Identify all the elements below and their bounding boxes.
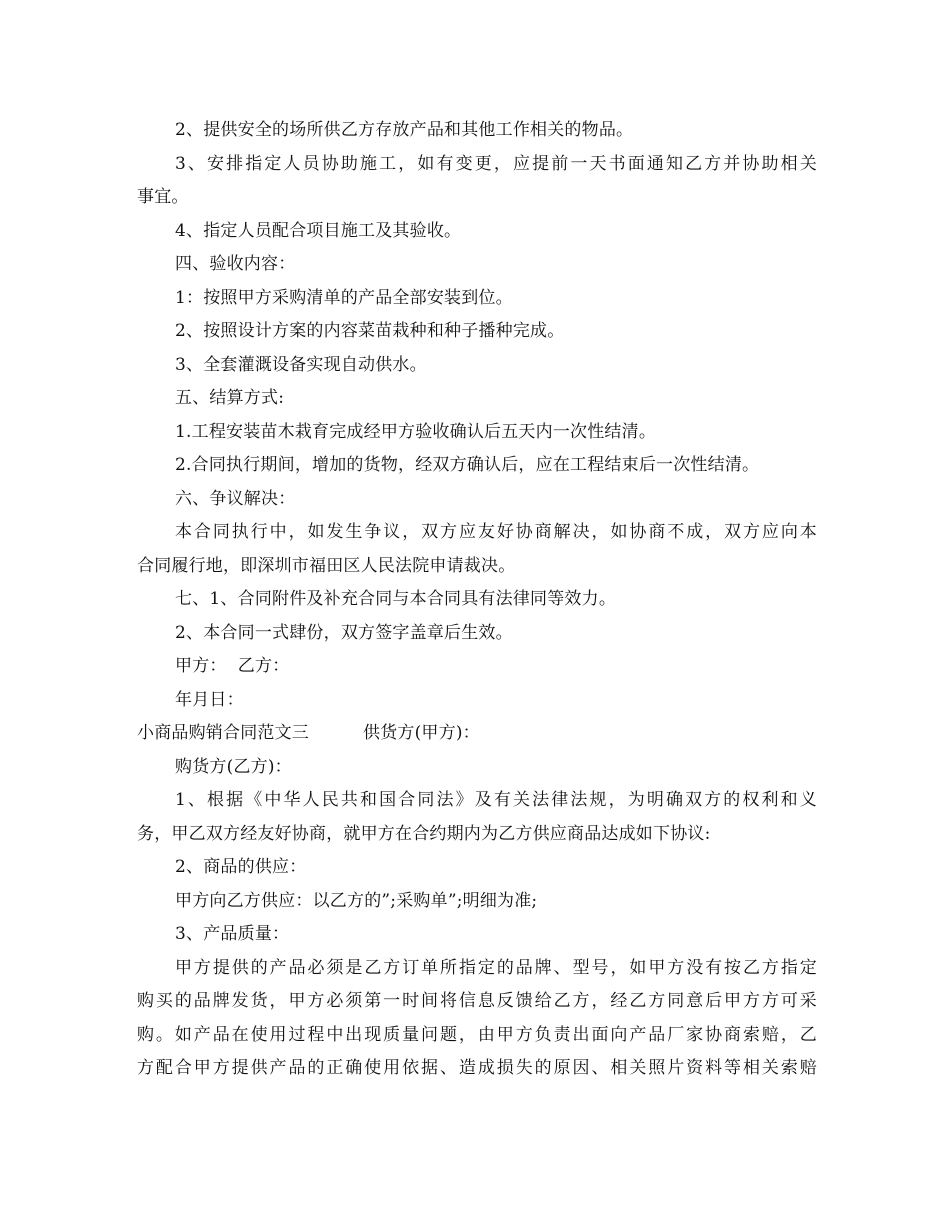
- text-line: 2、本合同一式肆份，双方签字盖章后生效。: [175, 622, 513, 643]
- section-heading: 3、产品质量：: [175, 924, 290, 944]
- text-line: 3、安排指定人员协助施工，如有变更，应提前一天书面通知乙方并协助相关: [175, 153, 817, 174]
- text-line: 方配合甲方提供产品的正确使用依据、造成损失的原因、相关照片资料等相关索赔: [137, 1058, 817, 1078]
- text-line: 购买的品牌发货，甲方必须第一时间将信息反馈给乙方，经乙方同意后甲方方可采: [137, 991, 817, 1011]
- text-line: 4、指定人员配合项目施工及其验收。: [175, 220, 462, 241]
- text-line: 购。如产品在使用过程中出现质量问题，由甲方负责出面向产品厂家协商索赔，乙: [137, 1024, 817, 1045]
- contract-title: 小商品购销合同范文三: [137, 723, 309, 743]
- section-heading: 六、争议解决：: [175, 488, 296, 509]
- text-line: 本合同执行中，如发生争议，双方应友好协商解决，如协商不成，双方应向本: [175, 522, 817, 542]
- section-heading: 2、商品的供应：: [175, 857, 307, 877]
- section-heading: 四、验收内容：: [175, 254, 296, 274]
- text-line: 甲方向乙方供应：以乙方的”;采购单”;明细为准;: [175, 890, 538, 911]
- signature-line: 甲方： 乙方：: [175, 656, 290, 676]
- text-line: 甲方提供的产品必须是乙方订单所指定的品牌、型号，如甲方没有按乙方指定: [175, 957, 817, 978]
- supplier-label: 供货方(甲方)：: [363, 723, 480, 743]
- text-line: 务，甲乙双方经友好协商，就甲方在合约期内为乙方供应商品达成如下协议:: [137, 823, 711, 844]
- contract-title-line: [137, 717, 817, 751]
- document-body: [137, 114, 817, 1086]
- text-line: 1.工程安装苗木栽育完成经甲方验收确认后五天内一次性结清。: [175, 421, 657, 442]
- text-line: 事宜。: [137, 187, 189, 207]
- section-heading: 五、结算方式:: [175, 388, 285, 408]
- text-line: 1：按照甲方采购清单的产品全部安装到位。: [175, 287, 513, 308]
- text-line: 1、根据《中华人民共和国合同法》及有关法律法规，为明确双方的权利和义: [175, 790, 817, 810]
- buyer-label: 购货方(乙方)：: [175, 756, 292, 777]
- date-line: 年月日：: [175, 689, 244, 710]
- text-line: 2、提供安全的场所供乙方存放产品和其他工作相关的物品。: [175, 120, 634, 140]
- text-line: 合同履行地，即深圳市福田区人民法院申请裁决。: [137, 555, 516, 576]
- text-line: 3、全套灌溉设备实现自动供水。: [175, 354, 427, 375]
- text-line: 七、1、合同附件及补充合同与本合同具有法律同等效力。: [175, 589, 617, 609]
- text-line: 2.合同执行期间，增加的货物，经双方确认后，应在工程结束后一次性结清。: [175, 455, 760, 475]
- text-line: 2、按照设计方案的内容菜苗栽种和种子播种完成。: [175, 321, 565, 341]
